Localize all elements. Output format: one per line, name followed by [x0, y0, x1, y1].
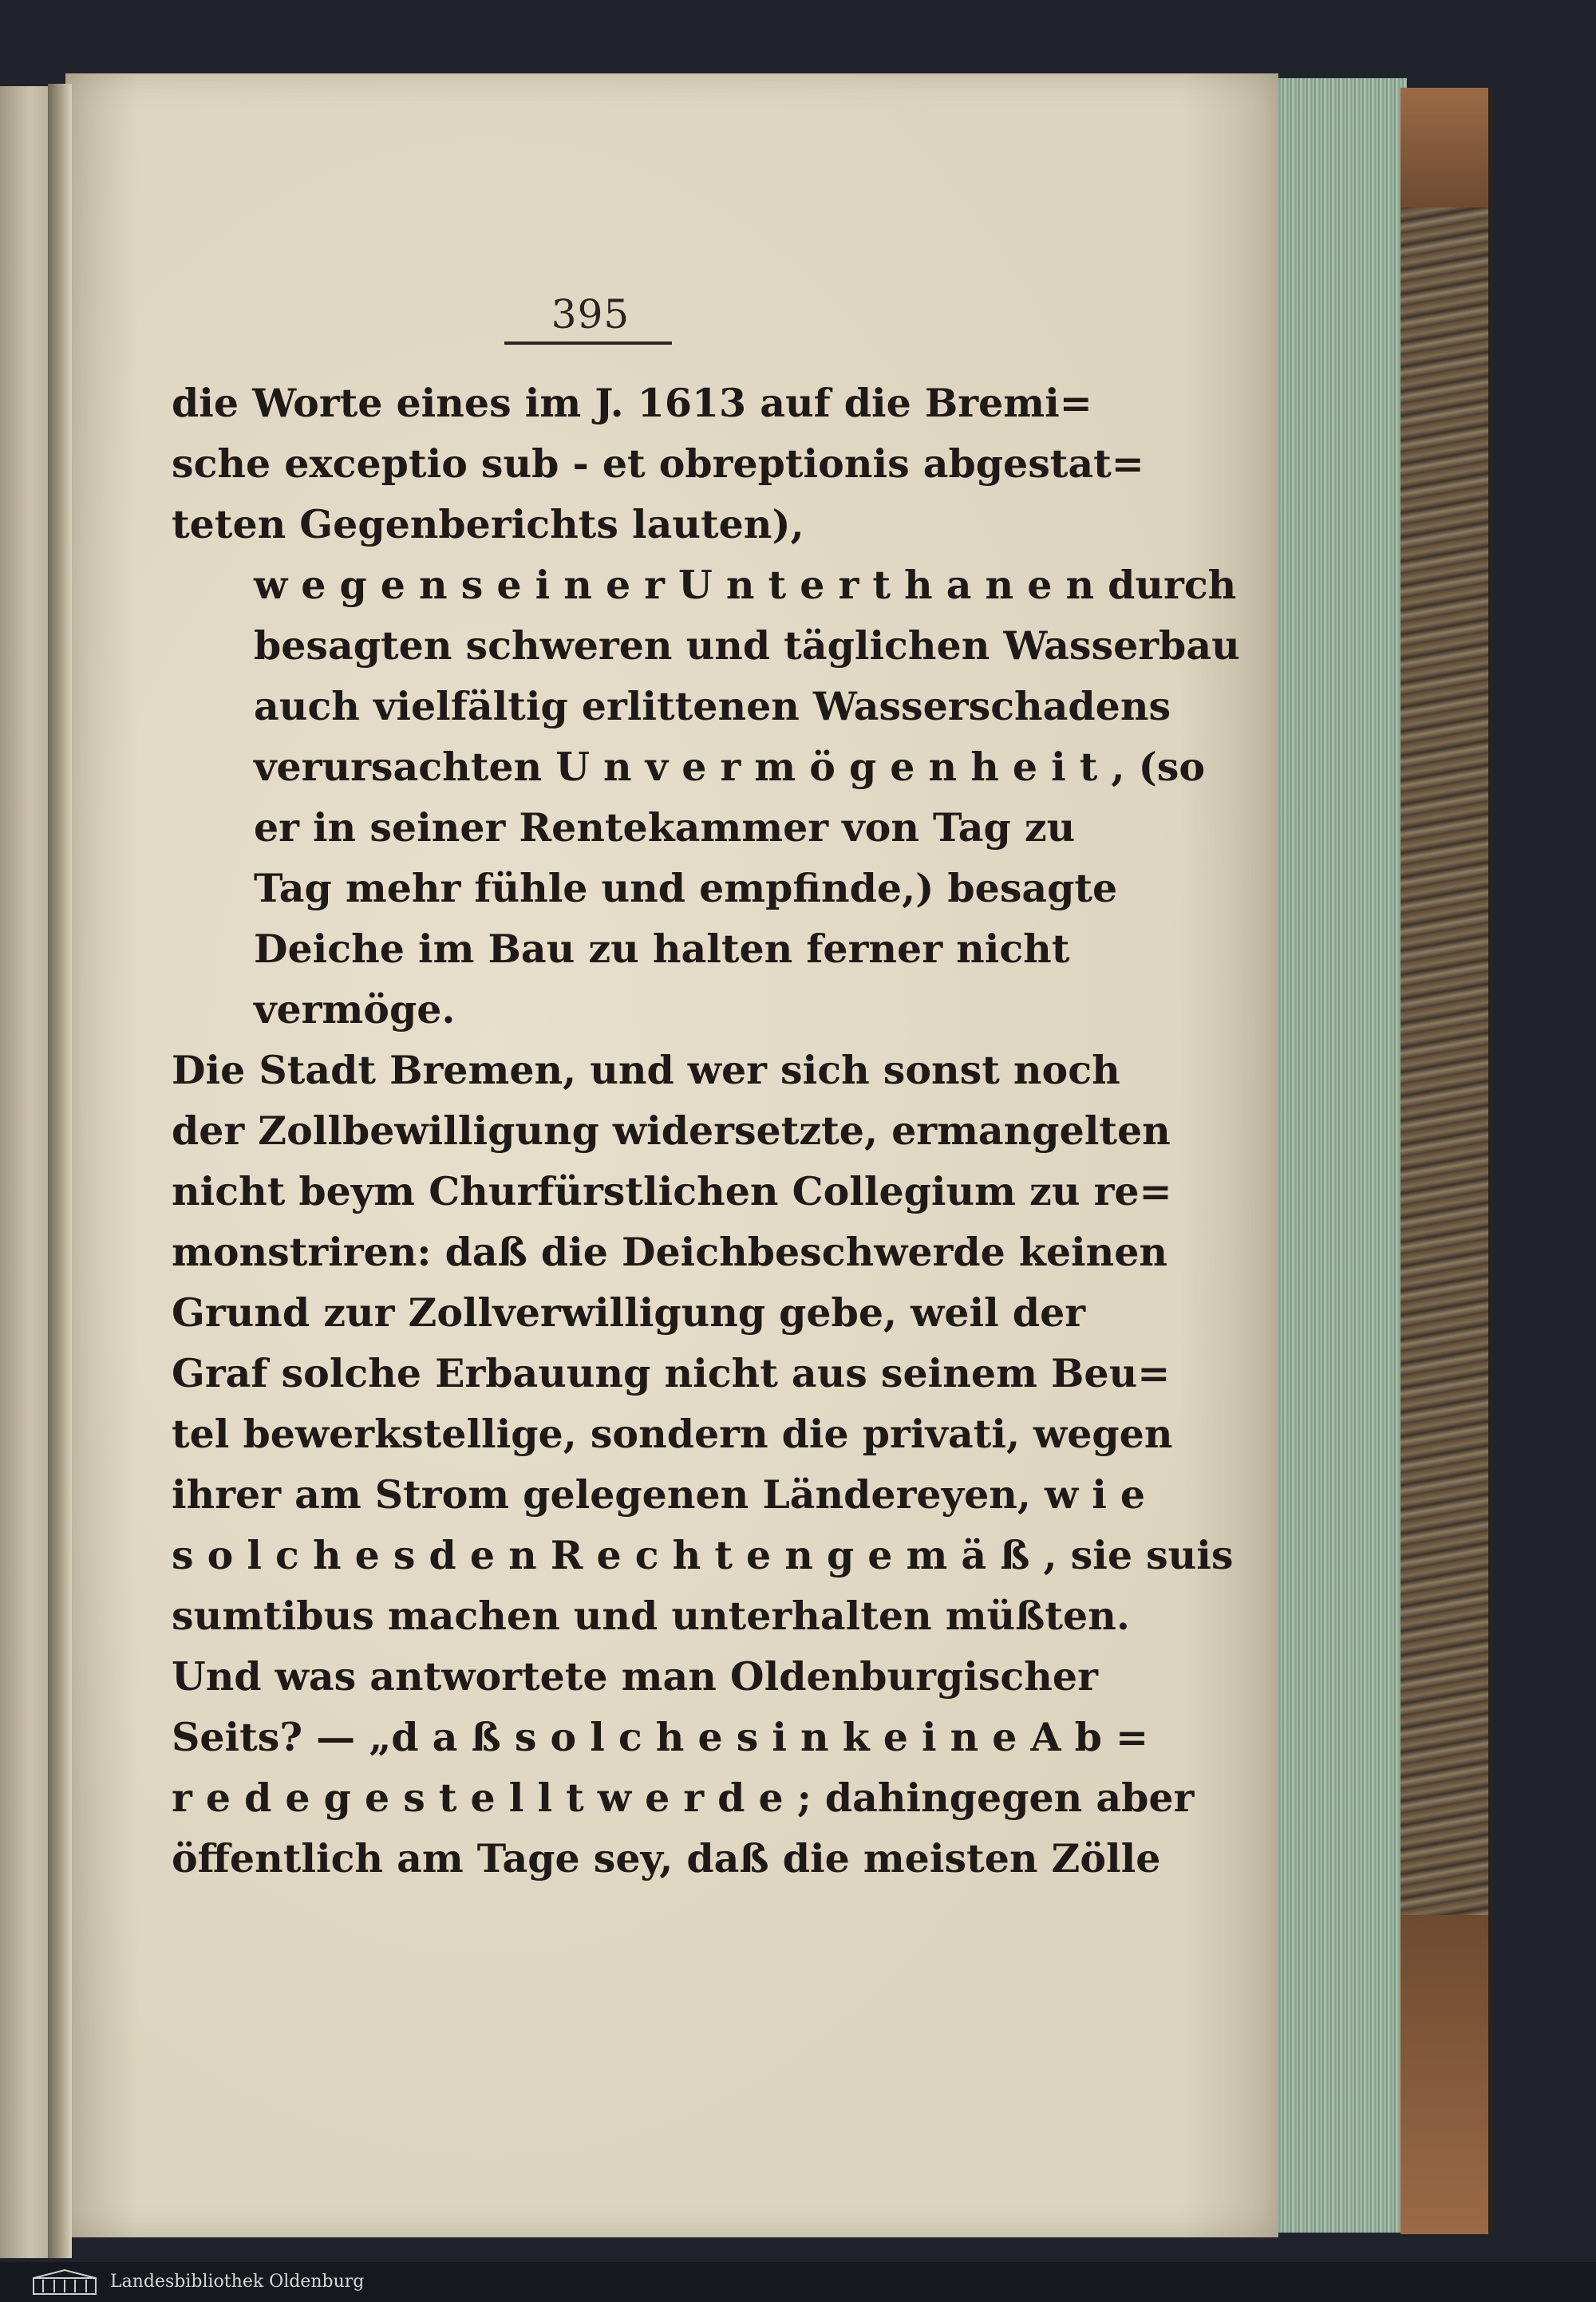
text-line: w e g e n s e i n e r U n t e r t h a n e n durch [254, 562, 1237, 608]
text-line: nicht beym Churfürstlichen Collegium zu re= [172, 1168, 1172, 1214]
text-line: Und was antwortete man Oldenburgischer [172, 1653, 1098, 1700]
text-line: auch vielfältig erlittenen Wasserschadens [254, 683, 1171, 729]
footer-library-label: Landesbibliothek Oldenburg [110, 2272, 365, 2292]
binding-cap [1400, 88, 1488, 207]
text-line: Seits? — „d a ß s o l c h e s i n k e i n e A b = [172, 1714, 1148, 1760]
text-line: Die Stadt Bremen, und wer sich sonst noch [172, 1047, 1120, 1093]
text-line: besagten schweren und täglichen Wasserbau [254, 622, 1240, 669]
text-line: tel bewerkstellige, sondern die privati, wegen [172, 1411, 1173, 1457]
text-line: ihrer am Strom gelegenen Ländereyen, w i e [172, 1471, 1146, 1518]
text-line: r e d e g e s t e l l t w e r d e ; dahingegen aber [172, 1775, 1195, 1821]
book-binding [1400, 88, 1493, 2234]
previous-page-edge [0, 86, 54, 2258]
page-block-edge [1269, 78, 1407, 2233]
text-line: vermöge. [254, 986, 456, 1033]
text-line: sumtibus machen und unterhalten müßten. [172, 1593, 1130, 1639]
text-line: Deiche im Bau zu halten ferner nicht [254, 926, 1070, 972]
text-line: monstriren: daß die Deichbeschwerde keinen [172, 1229, 1168, 1275]
page-gutter [48, 84, 72, 2258]
page-number: 395 [551, 291, 630, 338]
text-line: s o l c h e s d e n R e c h t e n g e m ä ß , sie suis [172, 1532, 1234, 1578]
text-line: der Zollbewilligung widersetzte, ermangelten [172, 1108, 1171, 1154]
text-line: er in seiner Rentekammer von Tag zu [254, 804, 1076, 851]
text-line: Graf solche Erbauung nicht aus seinem Beu= [172, 1350, 1171, 1396]
text-line: Tag mehr fühle und empfinde,) besagte [254, 865, 1118, 911]
text-line: teten Gegenberichts lauten), [172, 501, 804, 547]
text-line: Grund zur Zollverwilligung gebe, weil der [172, 1289, 1086, 1336]
page-number-rule [504, 342, 672, 345]
text-line: die Worte eines im J. 1613 auf die Bremi= [172, 380, 1092, 426]
text-line: sche exceptio sub - et obreptionis abgestat= [172, 440, 1144, 487]
library-building-icon [32, 2268, 97, 2296]
text-line: öffentlich am Tage sey, daß die meisten Zölle [172, 1835, 1161, 1881]
text-line: verursachten U n v e r m ö g e n h e i t , (so [254, 744, 1206, 790]
binding-foot [1400, 1915, 1488, 2234]
